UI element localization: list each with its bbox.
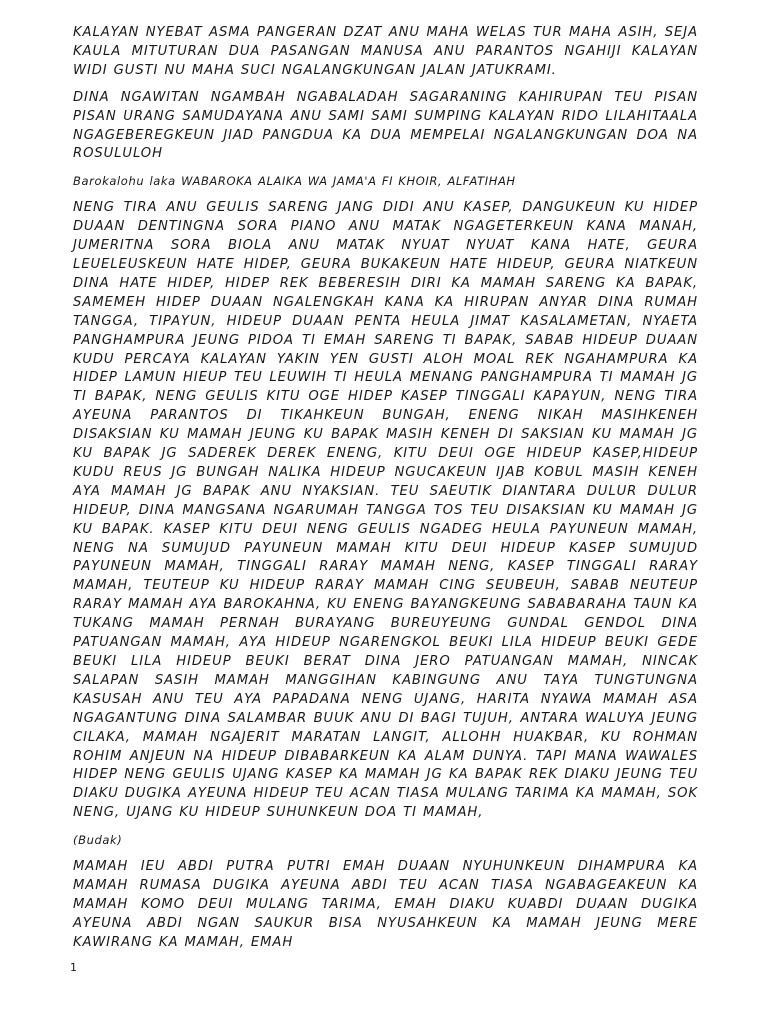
- paragraph-blessing: Barokalohu laka WABAROKA ALAIKA WA JAMA'A FI KHOIR, ALFATIHAH: [73, 174, 516, 189]
- paragraph-prayer: DINA NGAWITAN NGAMBAH NGABALADAH SAGARANING KAHIRUPAN TEU PISAN PISAN URANG SAMUDAYANA ANU SAMI SAMI SUMPING KALAYAN RIDO LILAHITAALA NGAGEBEREGKEUN JIAD PANGDUA KA DUA MEMPELAI NGALANGKUNGAN DOA NA ROSULULOH: [73, 89, 698, 162]
- paragraph-opening: KALAYAN NYEBAT ASMA PANGERAN DZAT ANU MAHA WELAS TUR MAHA ASIH, SEJA KAULA MITUTURAN DUA PASANGAN MANUSA ANU PARANTOS NGAHIJI KALAYAN WIDI GUSTI NU MAHA SUCI NGALANGKUNGAN JALAN JATUKRAMI.: [73, 25, 698, 78]
- paragraph-child-response: MAMAH IEU ABDI PUTRA PUTRI EMAH DUAAN NYUHUNKEUN DIHAMPURA KA MAMAH RUMASA DUGIKA AYEUNA ABDI TEU ACAN TIASA NGABAGEAKEUN KA MAMAH KOMO DEUI MULANG TARIMA, EMAH DIAKU KUABDI DUAAN DUGIKA AYEUNA ABDI NGAN SAUKUR BISA NYUSAHKEUN KA MAMAH JEUNG MERE KAWIRANG KA MAMAH, EMAH: [73, 859, 698, 950]
- paragraph-speaker-label: (Budak): [73, 833, 123, 848]
- paragraph-main-speech: NENG TIRA ANU GEULIS SARENG JANG DIDI ANU KASEP, DANGUKEUN KU HIDEP DUAAN DENTINGNA SORA PIANO ANU MATAK NGAGETERKEUN KANA MANAH, JUMERITNA SORA BIOLA ANU MATAK NYUAT NYUAT KANA HATE, GEURA LEUELEUSKEUN HATE HIDEP, GEURA BUKAKEUN HATE HIDEUP, GEURA NIATKEUN DINA HATE HIDEP, HIDEP REK BEBERESIH DIRI KA MAMAH SARENG KA BAPAK, SAMEMEH HIDEP DUAAN NGALENGKAH KANA KA HIRUPAN ANYAR DINA RUMAH TANGGA, TIPAYUN, HIDEUP DUAAN PENTA HEULA JIMAT KASALAMETAN, NYAETA PANGHAMPURA JEUNG PIDOA TI EMAH SARENG TI BAPAK, SABAB HIDEUP DUAAN KUDU PERCAYA KALAYAN YAKIN YEN GUSTI ALOH MOAL REK NGAHAMPURA KA HIDEP LAMUN HIEUP TEU LEUWIH TI HEULA MENANG PANGHAMPURA TI MAMAH JG TI BAPAK, NENG GEULIS KITU OGE HIDEP KASEP TINGGALI KAPAYUN, NENG TIRA AYEUNA PARANTOS DI TIKAHKEUN BUNGAH, ENENG NIKAH MASIHKENEH DISAKSIAN KU MAMAH JEUNG KU BAPAK MASIH KENEH DI SAKSIAN KU MAMAH JG KU BAPAK JG SADEREK DEREK ENENG, KITU DEUI OGE HIDEUP KASEP,HIDEUP KUDU REUS JG BUNGAH NALIKA HIDEUP NGUCAKEUN IJAB KOBUL MASIH KENEH AYA MAMAH JG BAPAK ANU NYAKSIAN. TEU SAEUTIK DIANTARA DULUR DULUR HIDEUP, DINA MANGSANA NGARUMAH TANGGA TOS TEU DISAKSIAN KU MAMAH JG KU BAPAK. KASEP KITU DEUI NENG GEULIS NGADEG HEULA PAYUNEUN MAMAH, NENG NA SUMUJUD PAYUNEUN MAMAH KITU DEUI HIDEUP KASEP SUMUJUD PAYUNEUN MAMAH, TINGGALI RARAY MAMAH NENG, KASEP TINGGALI RARAY MAMAH, TEUTEUP KU HIDEUP RARAY MAMAH CING SEUBEUH, SABAB NEUTEUP RARAY MAMAH AYA BAROKAHNA, KU ENENG BAYANGKEUNG SABABARAHA TAUN KA TUKANG MAMAH PERNAH BURAYANG BUREUYEUNG GUNDAL GENDOL DINA PATUANGAN MAMAH, AYA HIDEUP NGARENGKOL BEUKI LILA HIDEUP BEUKI GEDE BEUKI LILA HIDEUP BEUKI BERAT DINA JERO PATUANGAN MAMAH, NINCAK SALAPAN SASIH MAMAH MANGGIHAN KABINGUNG ANU TAYA TUNGTUNGNA KASUSAH ANU TEU AYA PAPADANA NENG UJANG, HARITA NYAWA MAMAH ASA NGAGANTUNG DINA SALAMBAR BUUK ANU DI BAGI TUJUH, ANTARA WALUYA JEUNG CILAKA, MAMAH NGAJERIT MARATAN LANGIT, ALLOHH HUAKBAR, KU ROHMAN ROHIM ANJEUN NA HIDEUP DIBABARKEUN KA ALAM DUNYA. TAPI MANA WAWALES HIDEP NENG GEULIS UJANG KASEP KA MAMAH JG KA BAPAK REK DIAKU JEUNG TEU DIAKU DUGIKA AYEUNA HIDEUP TEU ACAN TIASA MULANG TARIMA KA MAMAH, SOK NENG, UJANG KU HIDEUP SUHUNKEUN DOA TI MAMAH,: [73, 200, 698, 821]
- page-number: 1: [70, 961, 77, 974]
